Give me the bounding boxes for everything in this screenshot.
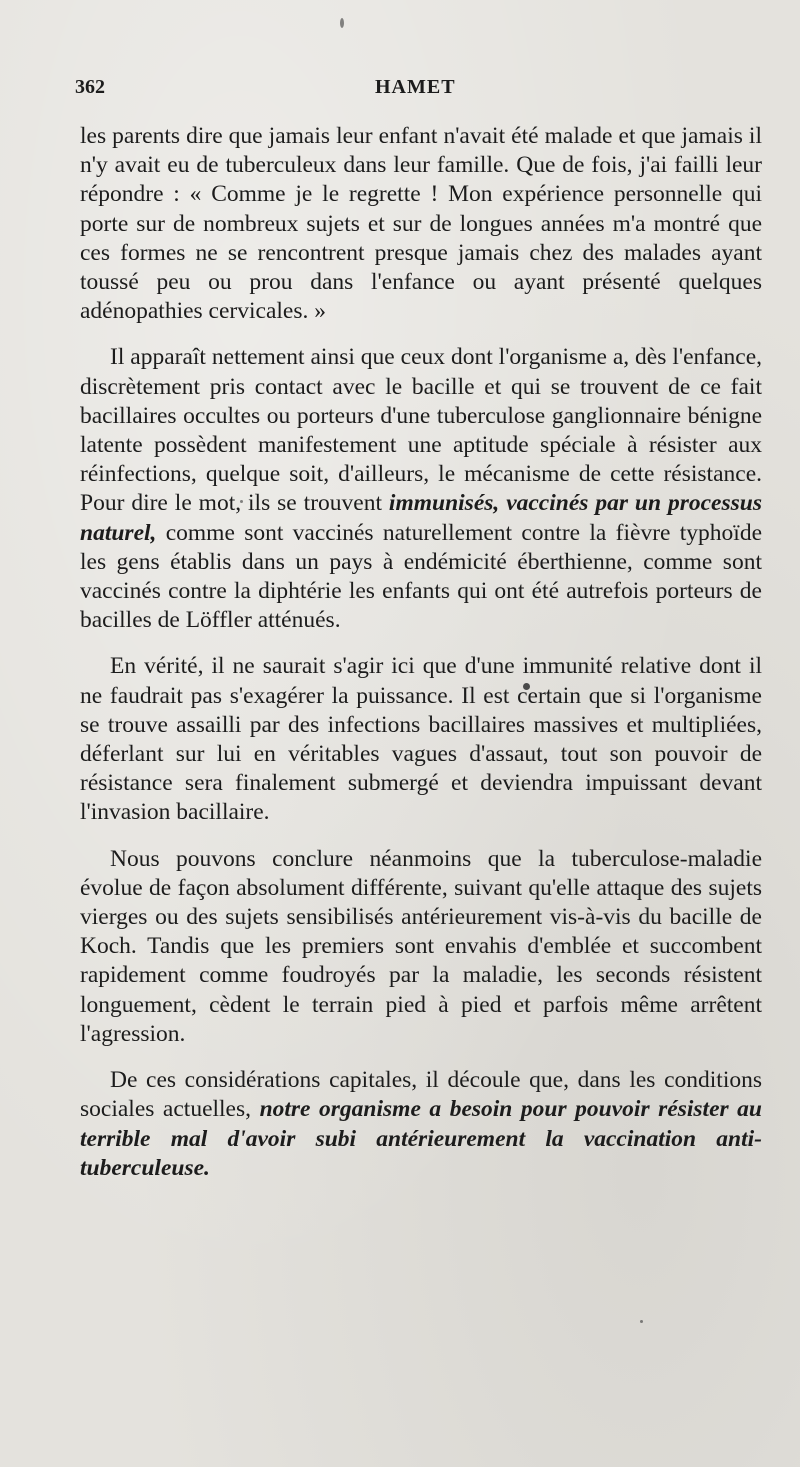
paragraph-2-emphasis: immunisés, vaccinés par un processus naturel, [80, 490, 762, 546]
ink-speck [340, 18, 344, 28]
paragraph-4: Nous pouvons conclure néanmoins que la tuberculose-maladie évolue de façon absolument différente, suivant qu'elle attaque des sujets vierges ou des sujets sensibilisés antérieurement vis-à-vis du bacille de Koch. Tandis que les premiers sont envahis d'emblée et succombent rapidement comme foudroyés par la maladie, les seconds résistent longuement, cèdent le terrain pied à pied et parfois même arrêtent l'agression. [80, 845, 762, 1047]
paragraph-2-text-a: Il apparaît nettement ainsi que ceux dont l'organisme a, dès l'enfance, discrètement pris contact avec le bacille et qui se trouvent de ce fait bacillaires occultes ou porteurs d'une tuberculose ganglionnaire bénigne latente possèdent manifestement une aptitude spéciale à résister aux réinfections, quelque soit, d'ailleurs, le mécanisme de cette résistance. Pour dire le mot, ils se trouvent [80, 344, 762, 517]
paragraph-2 [80, 343, 762, 635]
body-text [80, 122, 762, 1200]
paragraph-5-emphasis: notre organisme a besoin pour pouvoir résister au terrible mal d'avoir subi antérieurement la vaccination anti-tuberculeuse. [80, 1096, 762, 1181]
page-number: 362 [75, 76, 105, 98]
running-head: HAMET [375, 76, 456, 98]
paragraph-5-text: De ces considérations capitales, il découle que, dans les conditions sociales actuelles, [80, 1067, 762, 1123]
page-header [75, 76, 765, 106]
paragraph-2-text-b: comme sont vaccinés naturellement contre la fièvre typhoïde les gens établis dans un pays à endémicité éberthienne, comme sont vaccinés contre la diphtérie les enfants qui ont été autrefois porteurs de bacilles de Löffler atténués. [80, 519, 762, 634]
paragraph-3: En vérité, il ne saurait s'agir ici que d'une immunité relative dont il ne faudrait pas s'exagérer la puissance. Il est certain que si l'organisme se trouve assailli par des infections bacillaires massives et multipliées, déferlant sur lui en véritables vagues d'assaut, tout son pouvoir de résistance sera finalement submergé et deviendra impuissant devant l'invasion bacillaire. [80, 653, 762, 826]
paragraph-1: les parents dire que jamais leur enfant n'avait été malade et que jamais il n'y avait eu de tuberculeux dans leur famille. Que de fois, j'ai failli leur répondre : « Comme je le regrette ! Mon expérience personnelle qui porte sur de nombreux sujets et sur de longues années m'a montré que ces formes ne se rencontrent presque jamais chez des malades ayant toussé peu ou prou dans l'enfance ou ayant présenté quelques adénopathies cervicales. » [80, 123, 762, 325]
ink-speck [640, 1320, 643, 1323]
paragraph-5 [80, 1066, 762, 1183]
